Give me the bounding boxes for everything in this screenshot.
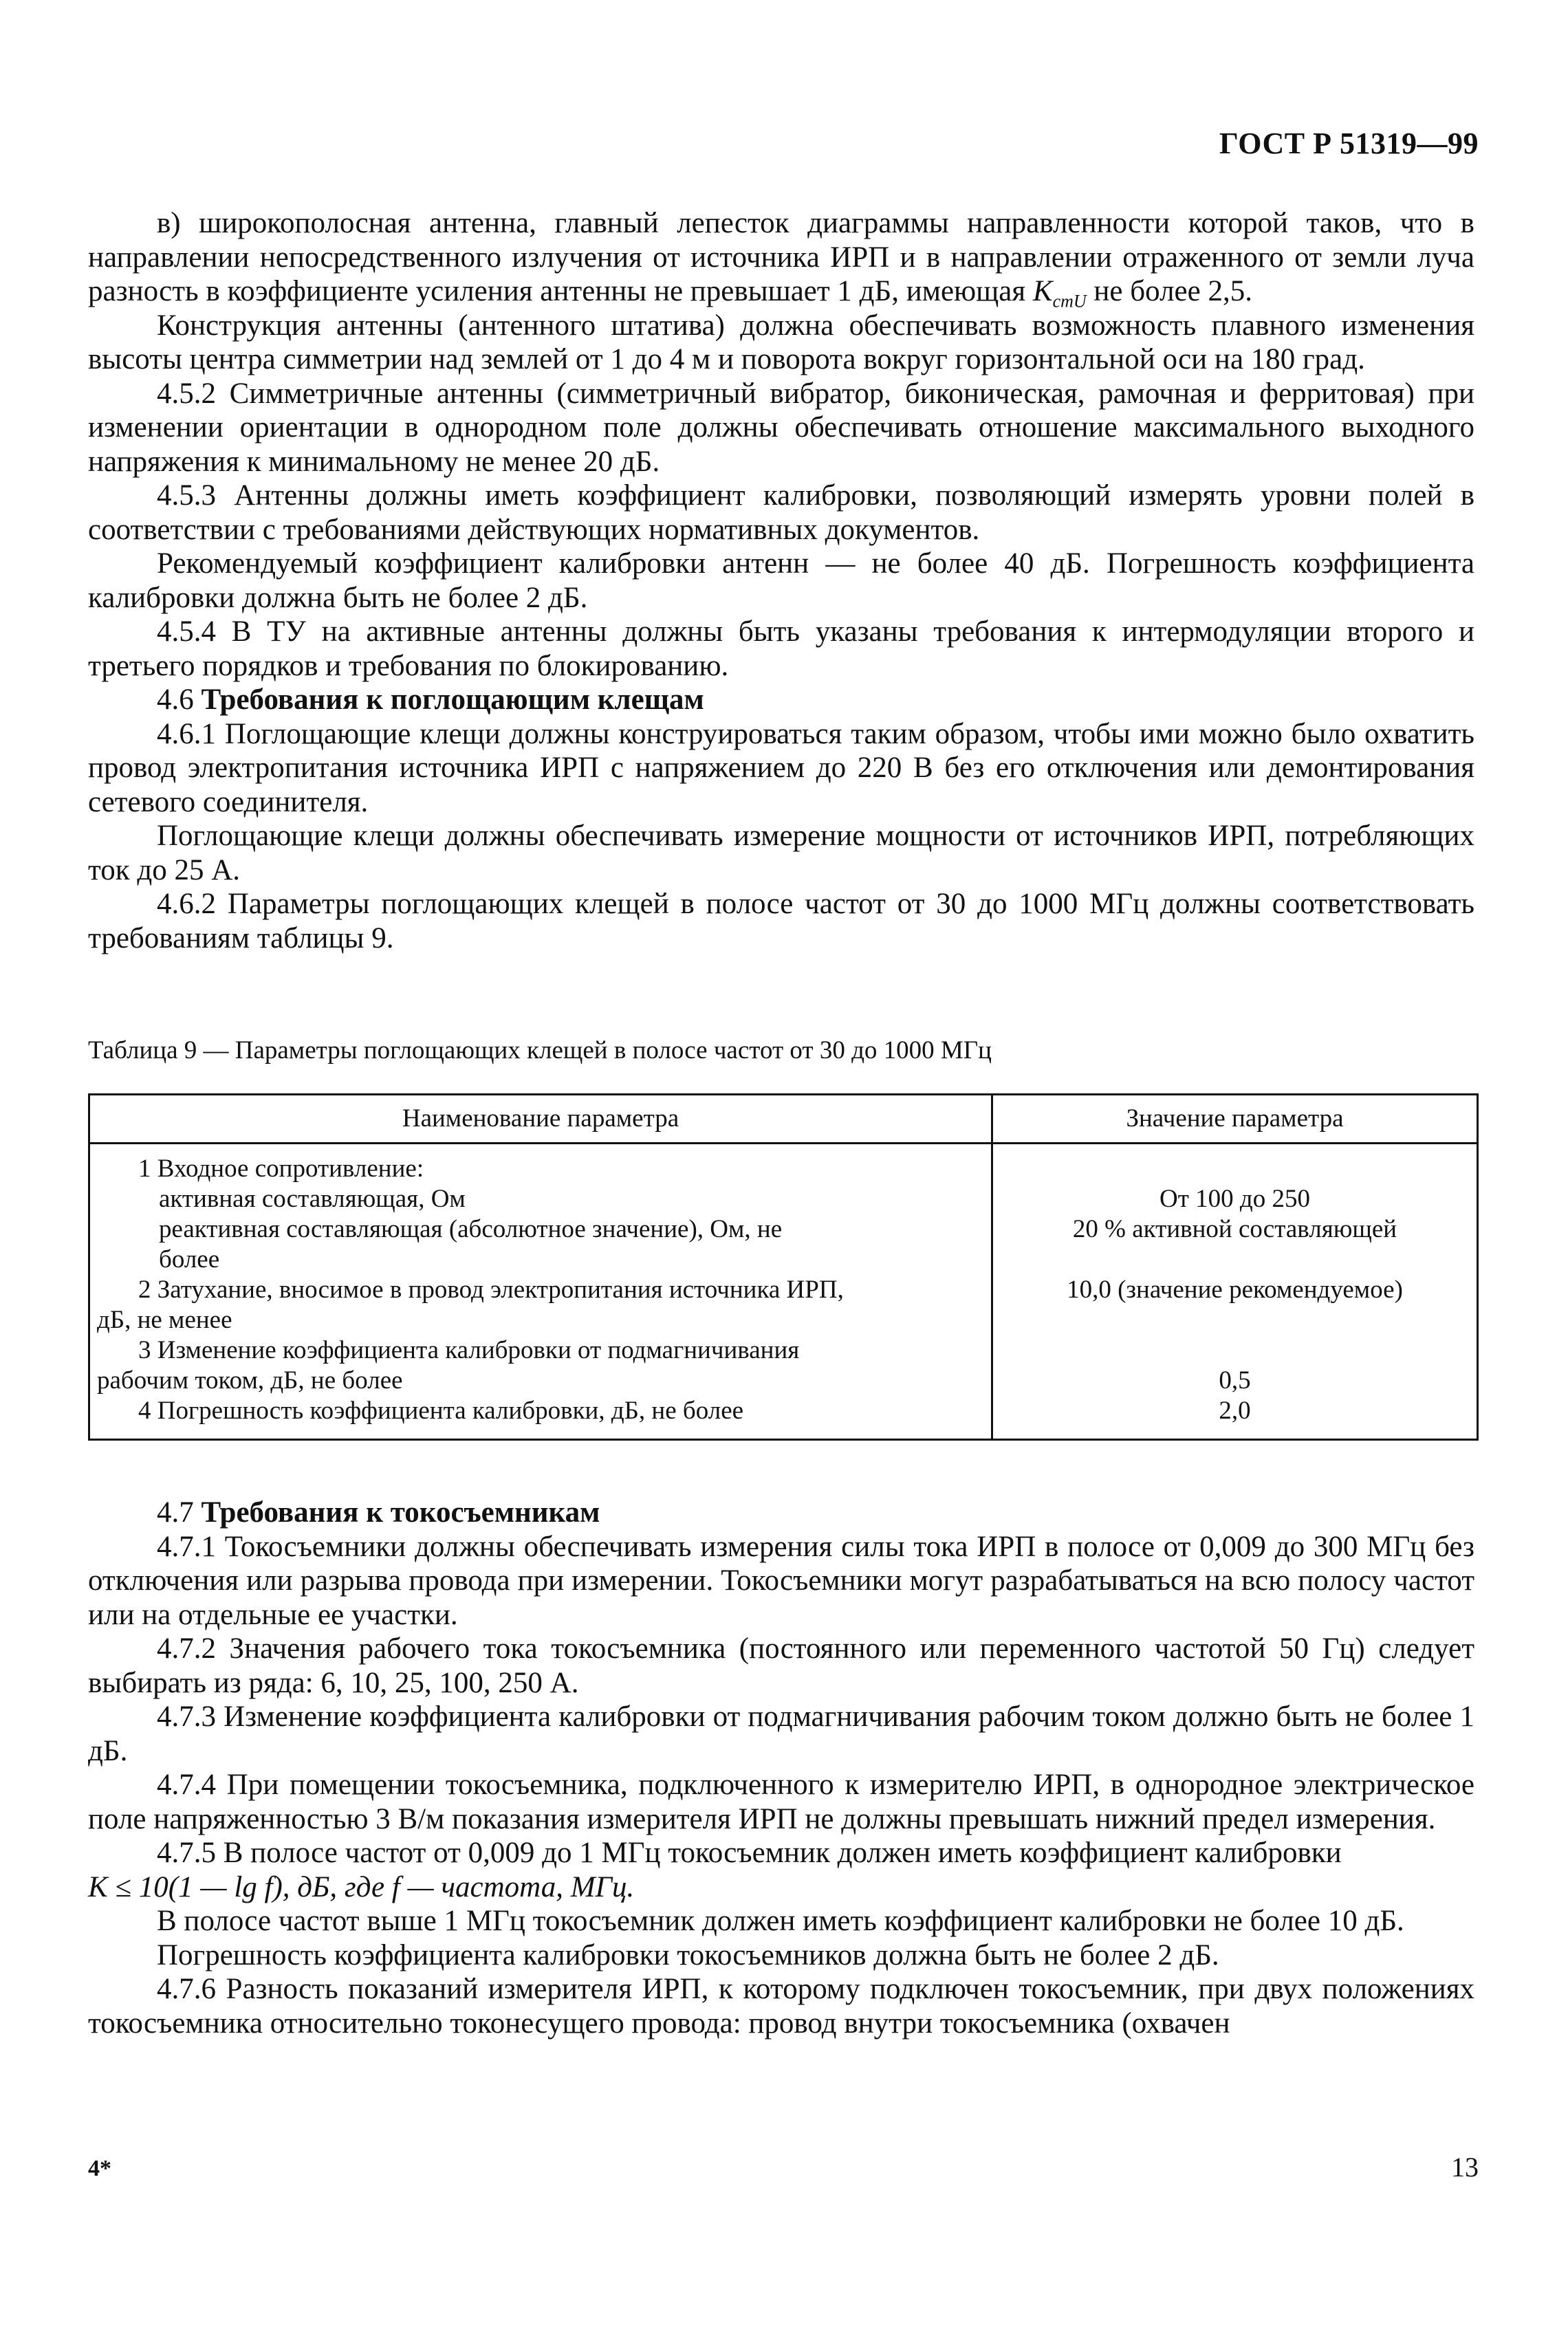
table-line: реактивная составляющая (абсолютное значение), Ом, не bbox=[159, 1215, 783, 1243]
table-9 bbox=[88, 1093, 1479, 1441]
parameter-values-cell bbox=[992, 1144, 1478, 1440]
col-header-parameter-value: Значение параметра bbox=[992, 1095, 1478, 1144]
heading-4-7-title: Требования к токосъемникам bbox=[201, 1496, 600, 1529]
heading-4-6-title: Требования к поглощающим клещам bbox=[201, 684, 704, 716]
paragraph-recommended-coefficient: Рекомендуемый коэффициент калибровки антенн — не более 40 дБ. Погрешность коэффициента калибровки должна быть не более 2 дБ. bbox=[88, 547, 1474, 614]
paragraph-4-7-5: 4.7.5 В полосе частот от 0,009 до 1 МГц токосъемник должен иметь коэффициент калибровки bbox=[157, 1837, 1342, 1869]
paragraph-antenna-b: в) широкополосная антенна, главный лепесток диаграммы направленности которой таков, что в направлении непосредственного излучения от источника ИРП и в направлении отраженного от земли луча разность в коэффициенте усиления антенны не превышает 1 дБ, имеющая $K_{стU}$ не более 2,5. bbox=[88, 207, 1474, 312]
paragraph-4-7-6: 4.7.6 Разность показаний измерителя ИРП, к которому подключен токосъемник, при двух положениях токосъемника относительно токонесущего провода: провод внутри токосъемника (охвачен bbox=[88, 1973, 1474, 2040]
paragraph-error-coefficient: Погрешность коэффициента калибровки токосъемников должна быть не более 2 дБ. bbox=[157, 1938, 1219, 1971]
table-line: дБ, не менее bbox=[97, 1306, 232, 1334]
col-header-parameter-name: Наименование параметра bbox=[89, 1095, 992, 1144]
heading-4-6: 4.6 Требования к поглощающим клещам bbox=[157, 684, 704, 716]
parameter-names-cell bbox=[89, 1144, 992, 1440]
k-subscript: стU bbox=[1052, 291, 1087, 312]
table-line: более bbox=[159, 1245, 220, 1274]
table-value bbox=[1000, 1154, 1470, 1184]
table-value: 10,0 (значение рекомендуемое) bbox=[1067, 1276, 1403, 1304]
table-value: 2,0 bbox=[1219, 1397, 1251, 1425]
document-header: ГОСТ Р 51319—99 bbox=[1219, 127, 1479, 160]
k-symbol: K bbox=[1032, 275, 1053, 307]
table-line: рабочим током, дБ, не более bbox=[97, 1366, 403, 1395]
table-value bbox=[1000, 1245, 1470, 1275]
table-header-row bbox=[89, 1095, 1478, 1144]
page-number: 13 bbox=[1451, 2152, 1479, 2183]
paragraph-4-6-2: 4.6.2 Параметры поглощающих клещей в полосе частот от 30 до 1000 МГц должны соответствовать требованиям таблицы 9. bbox=[88, 888, 1474, 954]
paragraph-4-5-3: 4.5.3 Антенны должны иметь коэффициент калибровки, позволяющий измерять уровни полей в соответствии с требованиями действующих нормативных документов. bbox=[88, 479, 1474, 546]
heading-4-7: 4.7 Требования к токосъемникам bbox=[157, 1496, 600, 1529]
paragraph-above-1mhz: В полосе частот выше 1 МГц токосъемник должен иметь коэффициент калибровки не более 10 дБ. bbox=[157, 1905, 1404, 1937]
paragraph-antenna-construction: Конструкция антенны (антенного штатива) должна обеспечивать возможность плавного изменения высоты центра симметрии над землей от 1 до 4 м и поворота вокруг горизонтальной оси на 180 град. bbox=[88, 309, 1474, 375]
table-value bbox=[1000, 1335, 1470, 1366]
body-text-top bbox=[88, 206, 1474, 955]
footer-sheet-mark: 4* bbox=[88, 2156, 111, 2181]
table-line: 4 Погрешность коэффициента калибровки, дБ, не более bbox=[138, 1397, 744, 1425]
body-text-bottom bbox=[88, 1496, 1474, 2040]
paragraph-4-7-1: 4.7.1 Токосъемники должны обеспечивать измерения силы тока ИРП в полосе от 0,009 до 300 МГц без отключения или разрыва провода при измерении. Токосъемники могут разрабатываться на всю полосу частот или на отдельные ее участки. bbox=[88, 1530, 1474, 1631]
table-value: 20 % активной составляющей bbox=[1072, 1215, 1397, 1243]
formula-calibration: K ≤ 10(1 — lg f), дБ, где f — частота, МГц. bbox=[88, 1870, 635, 1903]
paragraph-clamp-power: Поглощающие клещи должны обеспечивать измерение мощности от источников ИРП, потребляющих ток до 25 А. bbox=[88, 820, 1474, 886]
table-caption: Таблица 9 — Параметры поглощающих клещей в полосе частот от 30 до 1000 МГц bbox=[88, 1036, 992, 1064]
paragraph-4-5-2: 4.5.2 Симметричные антенны (симметричный вибратор, биконическая, рамочная и ферритовая) при изменении ориентации в однородном поле должны обеспечивать отношение максимального выходного напряжения к минимальному не менее 20 дБ. bbox=[88, 377, 1474, 478]
table-value bbox=[1000, 1305, 1470, 1335]
table-value: 0,5 bbox=[1219, 1366, 1251, 1395]
table-value: От 100 до 250 bbox=[1159, 1185, 1310, 1213]
paragraph-4-6-1: 4.6.1 Поглощающие клещи должны конструироваться таким образом, чтобы ими можно было охватить провод электропитания источника ИРП с напряжением до 220 В без его отключения или демонтирования сетевого соединителя. bbox=[88, 717, 1474, 818]
table-row bbox=[89, 1144, 1478, 1440]
paragraph-4-7-3: 4.7.3 Изменение коэффициента калибровки от подмагничивания рабочим током должно быть не более 1 дБ. bbox=[88, 1701, 1474, 1767]
table-line: 3 Изменение коэффициента калибровки от подмагничивания bbox=[138, 1336, 800, 1364]
table-line: 1 Входное сопротивление: bbox=[138, 1155, 424, 1183]
table-line: активная составляющая, Ом bbox=[159, 1185, 466, 1213]
paragraph-4-5-4: 4.5.4 В ТУ на активные антенны должны быть указаны требования к интермодуляции второго и третьего порядков и требования по блокированию. bbox=[88, 615, 1474, 682]
paragraph-4-7-4: 4.7.4 При помещении токосъемника, подключенного к измерителю ИРП, в однородное электрическое поле напряженностью 3 В/м показания измерителя ИРП не должны превышать нижний предел измерения. bbox=[88, 1769, 1474, 1835]
table-line: 2 Затухание, вносимое в провод электропитания источника ИРП, bbox=[138, 1276, 844, 1304]
paragraph-4-7-2: 4.7.2 Значения рабочего тока токосъемника (постоянного или переменного частотой 50 Гц) следует выбирать из ряда: 6, 10, 25, 100, 250 А. bbox=[88, 1632, 1474, 1699]
